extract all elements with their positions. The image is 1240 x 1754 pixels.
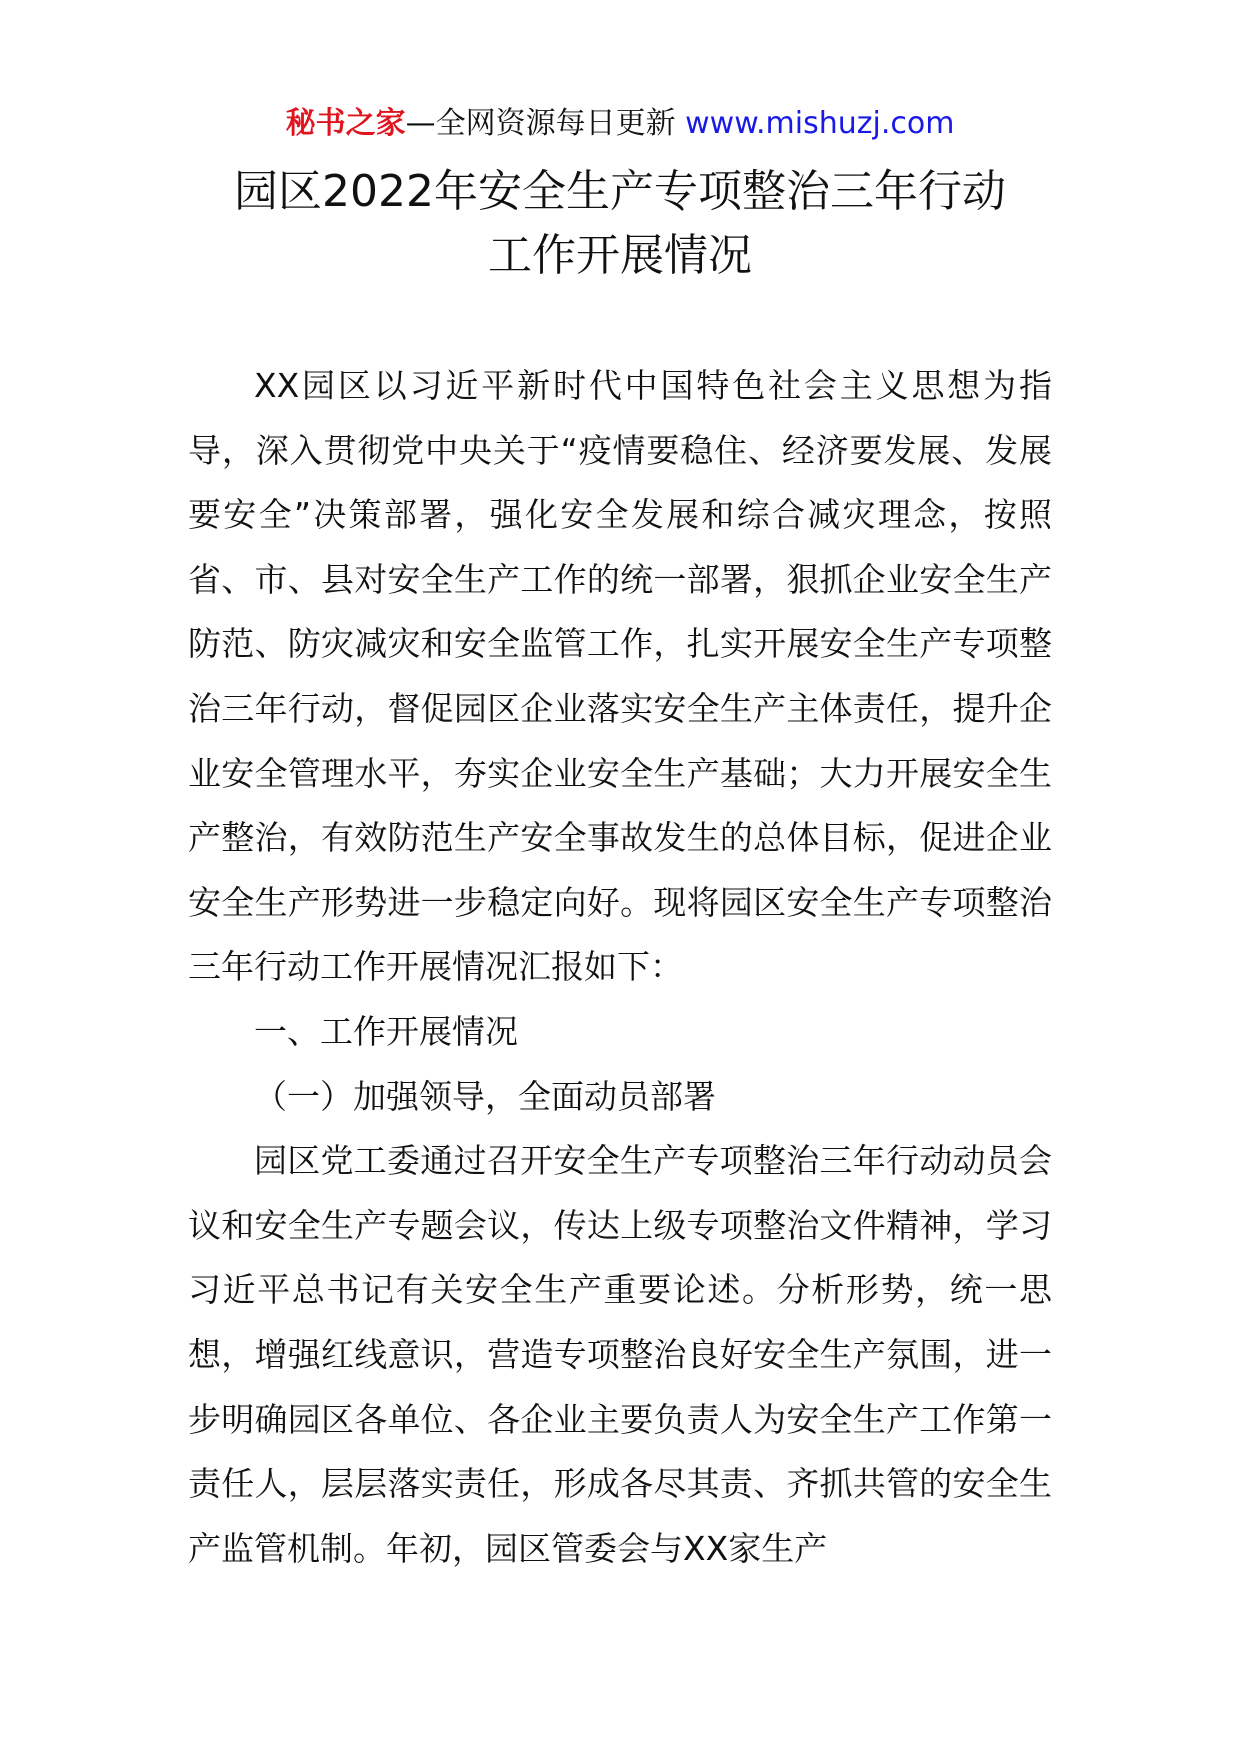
paragraph-intro: XX园区以习近平新时代中国特色社会主义思想为指导，深入贯彻党中央关于“疫情要稳住、经济要发展、发展要安全”决策部署，强化安全发展和综合减灾理念，按照省、市、县对安全生产工作的统一部署，狠抓企业安全生产防范、防灾减灾和安全监管工作，扎实开展安全生产专项整治三年行动，督促园区企业落实安全生产主体责任，提升企业安全管理水平，夯实企业安全生产基础；大力开展安全生产整治，有效防范生产安全事故发生的总体目标，促进企业安全生产形势进一步稳定向好。现将园区安全生产专项整治三年行动工作开展情况汇报如下： [188, 366, 1052, 987]
section-heading: 一、工作开展情况 [254, 1011, 518, 1051]
header-tagline: —全网资源每日更新 [405, 106, 686, 141]
title-line-2: 工作开展情况 [488, 230, 752, 281]
brand-name: 秘书之家 [285, 106, 406, 141]
document-body [188, 354, 1052, 1581]
title-line-1: 园区2022年安全生产专项整治三年行动 [234, 166, 1006, 217]
watermark-header [0, 102, 1240, 146]
subsection-heading: （一）加强领导，全面动员部署 [254, 1076, 716, 1116]
site-url-link[interactable]: www.mishuzj.com [685, 106, 955, 141]
document-title [0, 160, 1240, 288]
paragraph-body: 园区党工委通过召开安全生产专项整治三年行动动员会议和安全生产专题会议，传达上级专项整治文件精神，学习习近平总书记有关安全生产重要论述。分析形势，统一思想，增强红线意识，营造专项整治良好安全生产氛围，进一步明确园区各单位、各企业主要负责人为安全生产工作第一责任人，层层落实责任，形成各尽其责、齐抓共管的安全生产监管机制。年初，园区管委会与XX家生产 [188, 1141, 1052, 1568]
